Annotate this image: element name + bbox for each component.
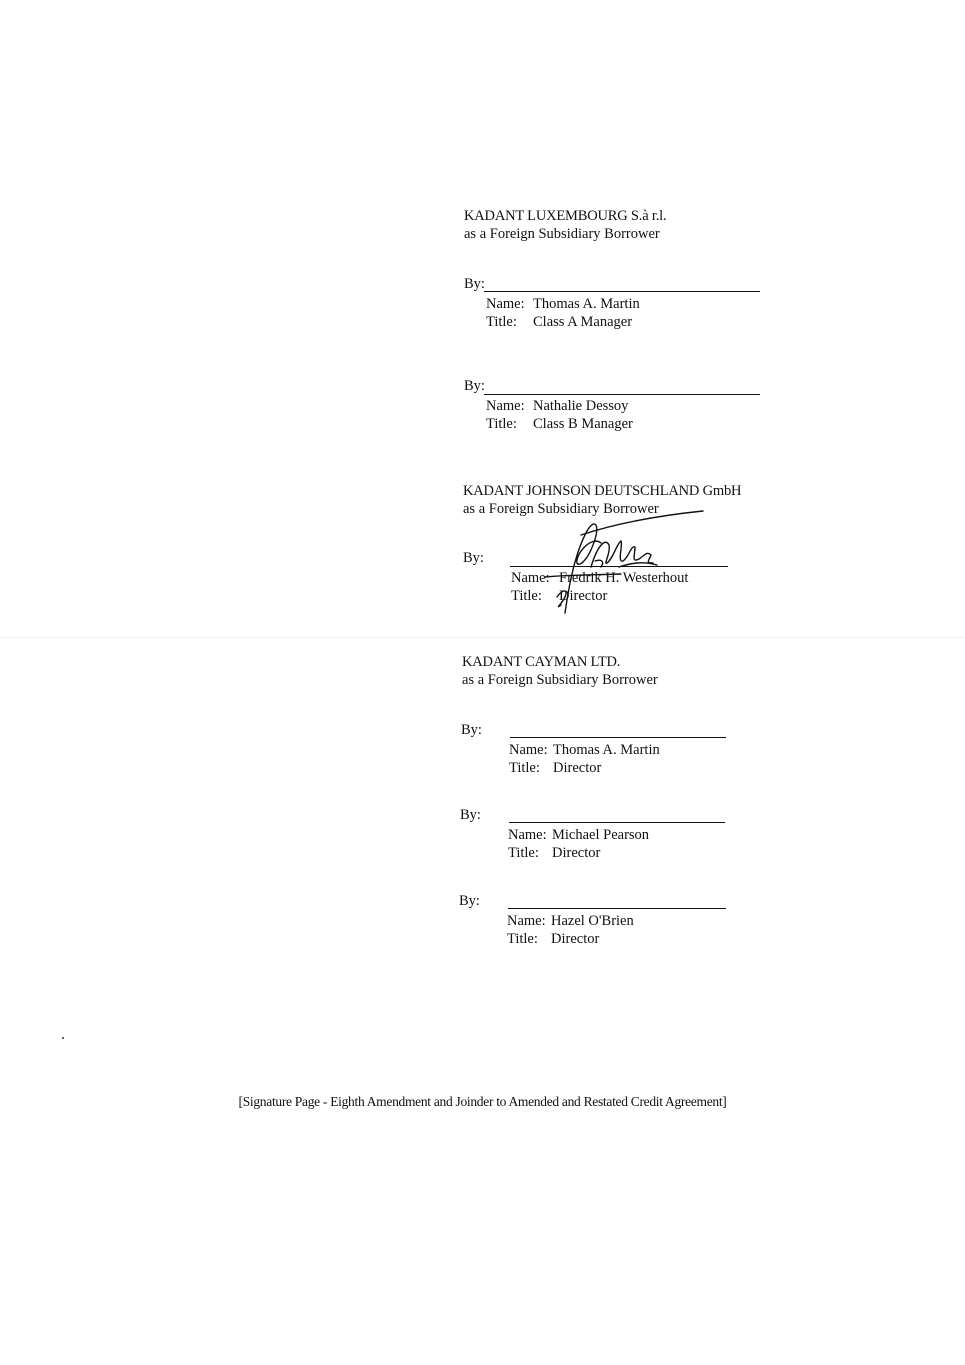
signer-block — [461, 721, 781, 777]
name-field — [509, 741, 781, 759]
title-value: Director — [553, 760, 602, 776]
scan-speck — [62, 1037, 64, 1039]
name-label: Name: — [486, 296, 525, 312]
name-field — [486, 295, 784, 313]
name-value: Thomas A. Martin — [553, 742, 660, 758]
name-value: Nathalie Dessoy — [533, 398, 629, 414]
name-field — [507, 912, 779, 930]
signature-line[interactable] — [508, 908, 726, 909]
by-label: By: — [461, 722, 482, 738]
name-value: Hazel O'Brien — [551, 913, 634, 929]
entity-name: KADANT LUXEMBOURG S.à r.l. — [464, 208, 667, 224]
title-label: Title: — [508, 845, 539, 861]
signature-block-luxembourg — [464, 207, 784, 243]
title-field — [507, 930, 779, 948]
name-label: Name: — [486, 398, 525, 414]
by-row — [464, 377, 784, 397]
signature-line[interactable] — [484, 291, 760, 292]
name-label: Name: — [508, 827, 547, 843]
signer-block — [460, 806, 780, 862]
name-label: Name: — [507, 913, 546, 929]
signer-block — [464, 275, 784, 331]
title-label: Title: — [509, 760, 540, 776]
entity-role: as a Foreign Subsidiary Borrower — [462, 672, 658, 688]
by-label: By: — [459, 893, 480, 909]
by-row — [461, 721, 781, 741]
signature-line[interactable] — [509, 822, 725, 823]
by-label: By: — [464, 276, 485, 292]
title-label: Title: — [486, 416, 517, 432]
title-field — [509, 759, 781, 777]
title-label: Title: — [511, 588, 542, 604]
name-label: Name: — [511, 570, 550, 586]
name-value: Thomas A. Martin — [533, 296, 640, 312]
title-label: Title: — [507, 931, 538, 947]
name-value: Fredrik H. Westerhout — [559, 570, 689, 586]
signature-block-cayman — [462, 653, 782, 689]
title-label: Title: — [486, 314, 517, 330]
name-field — [508, 826, 780, 844]
entity-name: KADANT CAYMAN LTD. — [462, 654, 621, 670]
name-label: Name: — [509, 742, 548, 758]
signature-line[interactable] — [484, 394, 760, 395]
name-field — [486, 397, 784, 415]
title-value: Director — [552, 845, 601, 861]
title-field — [508, 844, 780, 862]
title-field — [486, 313, 784, 331]
scan-artifact-line — [0, 637, 965, 638]
signer-block — [464, 377, 784, 433]
signature-line[interactable] — [510, 737, 726, 738]
by-label: By: — [463, 550, 484, 566]
handwritten-signature — [535, 505, 715, 615]
title-value: Director — [551, 931, 600, 947]
by-row — [464, 275, 784, 295]
title-field — [486, 415, 784, 433]
by-label: By: — [460, 807, 481, 823]
signer-block — [459, 892, 779, 948]
title-value: Director — [559, 588, 608, 604]
by-row — [460, 806, 780, 826]
title-value: Class A Manager — [533, 314, 633, 330]
by-row — [459, 892, 779, 912]
name-value: Michael Pearson — [552, 827, 650, 843]
entity-role: as a Foreign Subsidiary Borrower — [463, 501, 659, 517]
title-value: Class B Manager — [533, 416, 633, 432]
entity-role: as a Foreign Subsidiary Borrower — [464, 226, 660, 242]
by-label: By: — [464, 378, 485, 394]
entity-name: KADANT JOHNSON DEUTSCHLAND GmbH — [463, 483, 742, 499]
signature-page-footer: [Signature Page - Eighth Amendment and Joinder to Amended and Restated Credit Agreement] — [238, 1094, 727, 1109]
